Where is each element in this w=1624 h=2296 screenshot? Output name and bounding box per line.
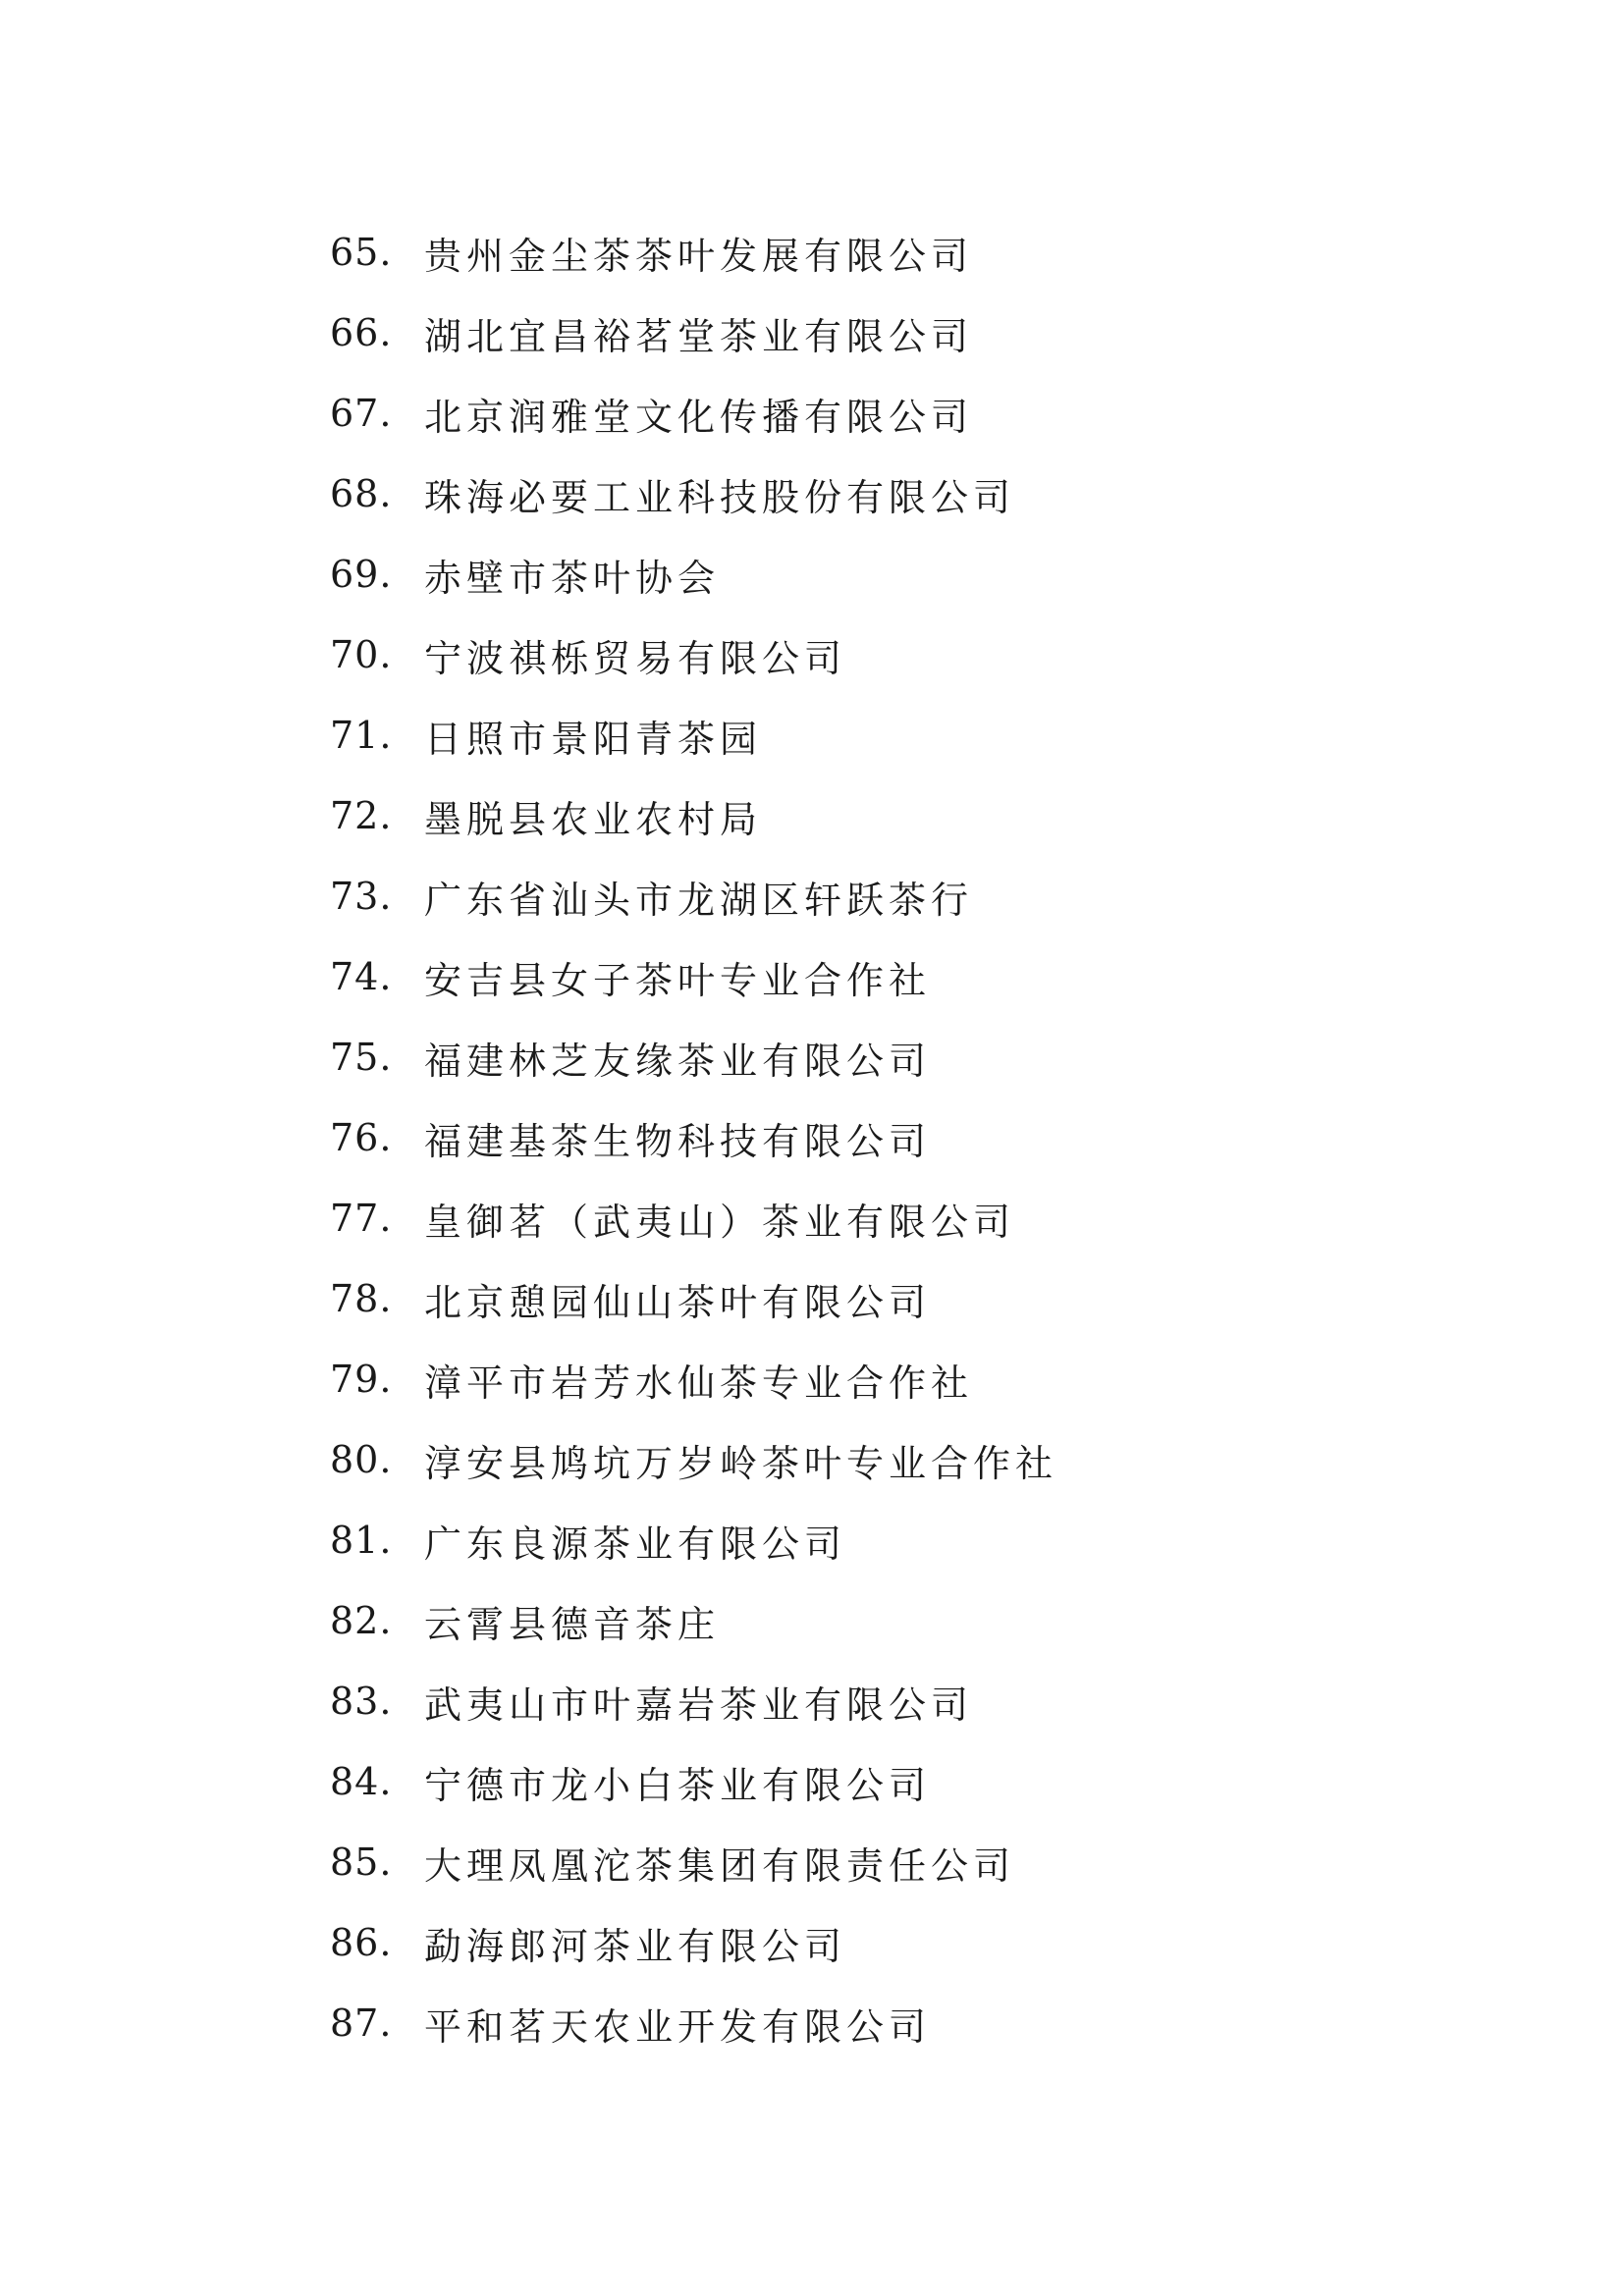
list-item-number: 87.	[330, 2002, 393, 2045]
list-item-organization-name: 墨脱县农业农村局	[424, 797, 763, 841]
list-item-organization-name: 漳平市岩芳水仙茶专业合作社	[424, 1361, 974, 1405]
list-item-organization-name: 大理凤凰沱茶集团有限责任公司	[424, 1843, 1016, 1888]
list-item-number: 68.	[330, 472, 393, 515]
list-item-number: 69.	[330, 553, 393, 596]
list-item	[330, 1258, 1057, 1339]
list-item-organization-name: 宁波祺栎贸易有限公司	[424, 636, 847, 680]
list-item-number: 86.	[330, 1921, 393, 1964]
list-item-number: 78.	[330, 1277, 393, 1320]
list-item-organization-name: 勐海郎河茶业有限公司	[424, 1924, 847, 1968]
list-item	[330, 1983, 1057, 2063]
list-item-organization-name: 福建林芝友缘茶业有限公司	[424, 1039, 932, 1083]
list-item	[330, 1097, 1057, 1178]
list-item-number: 83.	[330, 1680, 393, 1723]
list-item	[330, 1500, 1057, 1580]
list-item-organization-name: 宁德市龙小白茶业有限公司	[424, 1763, 932, 1807]
list-item	[330, 1017, 1057, 1097]
list-item-number: 66.	[330, 311, 393, 354]
list-item-organization-name: 安吉县女子茶叶专业合作社	[424, 958, 932, 1002]
list-item-organization-name: 赤壁市茶叶协会	[424, 556, 721, 600]
list-item-number: 67.	[330, 392, 393, 435]
list-item	[330, 856, 1057, 936]
list-item	[330, 936, 1057, 1017]
list-item-organization-name: 广东良源茶业有限公司	[424, 1522, 847, 1566]
list-item-number: 84.	[330, 1760, 393, 1803]
list-item-number: 82.	[330, 1599, 393, 1642]
list-item-organization-name: 北京润雅堂文化传播有限公司	[424, 395, 974, 439]
list-item	[330, 1822, 1057, 1902]
list-item	[330, 1580, 1057, 1661]
list-item	[330, 373, 1057, 454]
list-item-organization-name: 淳安县鸠坑万岁岭茶叶专业合作社	[424, 1441, 1058, 1485]
list-item-number: 80.	[330, 1438, 393, 1481]
list-item-number: 76.	[330, 1116, 393, 1159]
list-item-organization-name: 湖北宜昌裕茗堂茶业有限公司	[424, 314, 974, 358]
list-item	[330, 1339, 1057, 1419]
organization-list	[330, 212, 1057, 2063]
list-item-number: 73.	[330, 875, 393, 918]
list-item-organization-name: 北京憩园仙山茶叶有限公司	[424, 1280, 932, 1324]
list-item	[330, 293, 1057, 373]
list-item	[330, 614, 1057, 695]
list-item-number: 74.	[330, 955, 393, 998]
list-item-organization-name: 武夷山市叶嘉岩茶业有限公司	[424, 1682, 974, 1727]
list-item	[330, 1661, 1057, 1741]
list-item-number: 79.	[330, 1358, 393, 1401]
list-item-number: 65.	[330, 231, 393, 274]
list-item-organization-name: 云霄县德音茶庄	[424, 1602, 721, 1646]
list-item	[330, 1178, 1057, 1258]
list-item	[330, 1419, 1057, 1500]
list-item	[330, 695, 1057, 775]
list-item-number: 71.	[330, 714, 393, 757]
list-item	[330, 534, 1057, 614]
list-item	[330, 212, 1057, 293]
list-item	[330, 1741, 1057, 1822]
list-item	[330, 454, 1057, 534]
list-item-number: 77.	[330, 1197, 393, 1240]
list-item	[330, 1902, 1057, 1983]
list-item-number: 85.	[330, 1841, 393, 1884]
list-item-organization-name: 广东省汕头市龙湖区轩跃茶行	[424, 878, 974, 922]
list-item-organization-name: 平和茗天农业开发有限公司	[424, 2004, 932, 2049]
list-item-organization-name: 珠海必要工业科技股份有限公司	[424, 475, 1016, 519]
list-item-number: 72.	[330, 794, 393, 837]
list-item-number: 81.	[330, 1519, 393, 1562]
list-item-number: 75.	[330, 1036, 393, 1079]
list-item-number: 70.	[330, 633, 393, 676]
list-item-organization-name: 日照市景阳青茶园	[424, 717, 763, 761]
list-item-organization-name: 福建基茶生物科技有限公司	[424, 1119, 932, 1163]
list-item	[330, 775, 1057, 856]
list-item-organization-name: 贵州金尘茶茶叶发展有限公司	[424, 234, 974, 278]
list-item-organization-name: 皇御茗（武夷山）茶业有限公司	[424, 1200, 1016, 1244]
